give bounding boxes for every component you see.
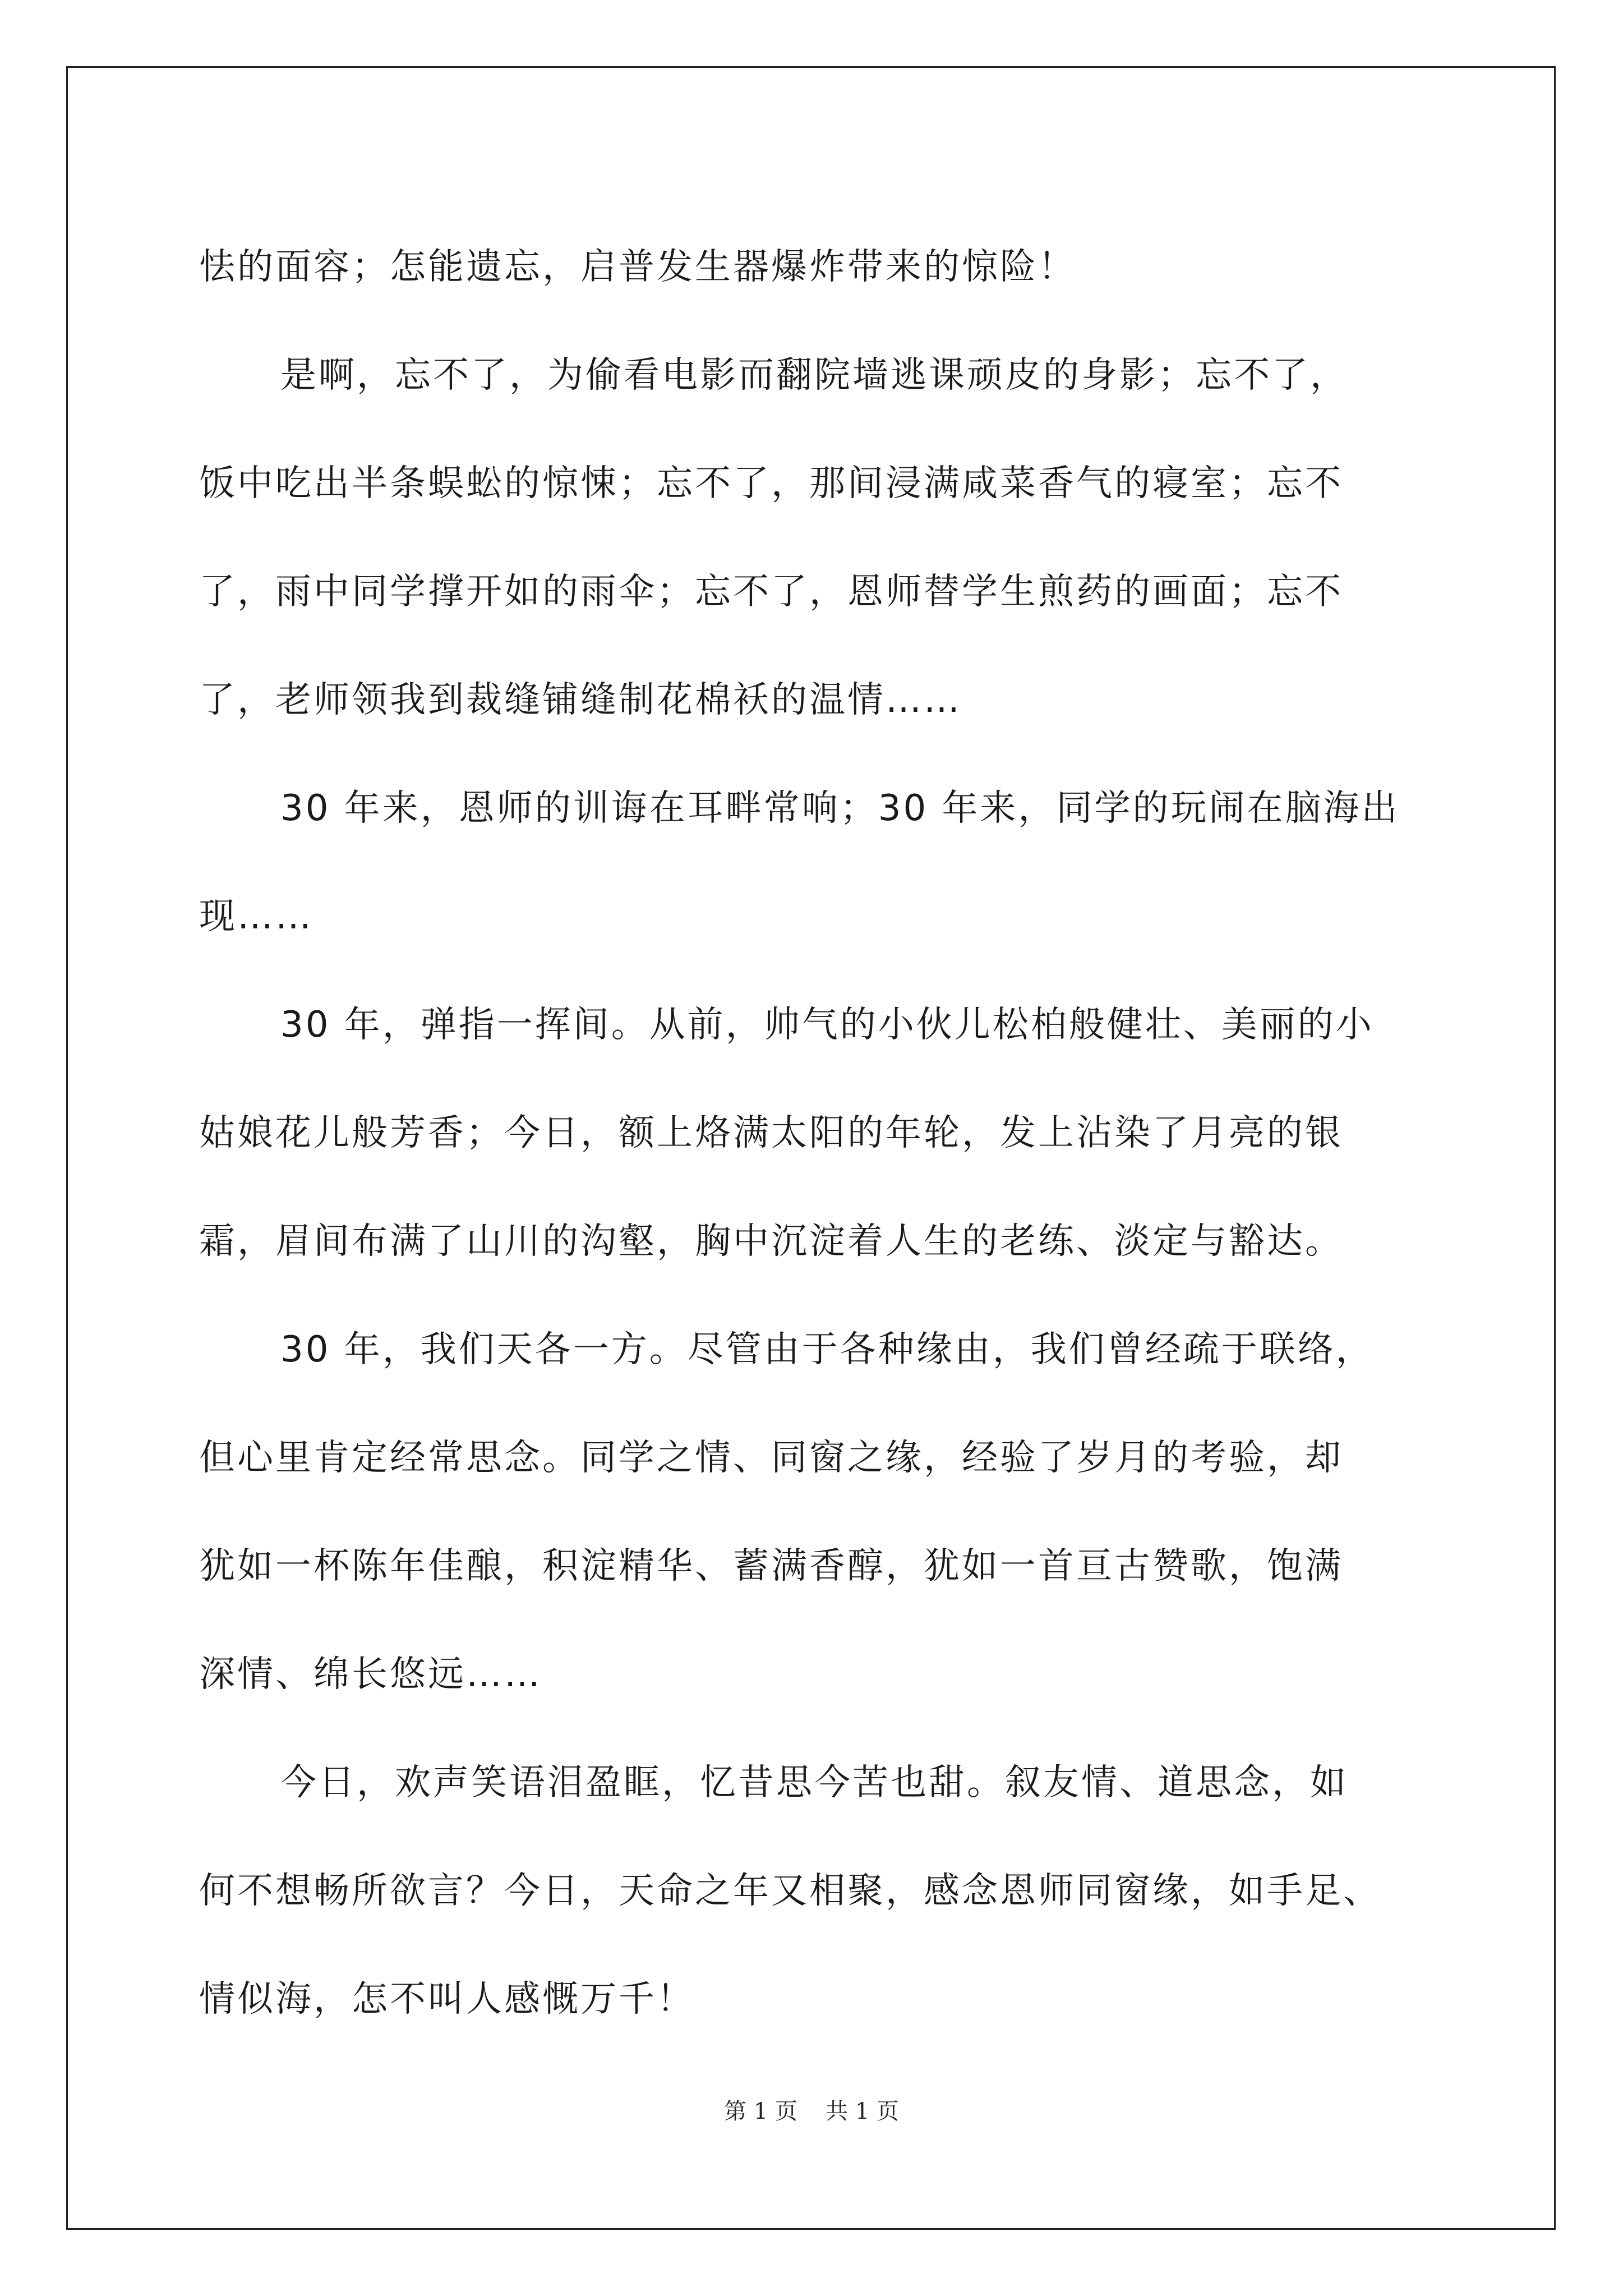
text-line-15: 今日，欢声笑语泪盈眶，忆昔思今苦也甜。叙友情、道思念，如 <box>280 1762 1348 1803</box>
text-line-12: 但心里肯定经常思念。同学之情、同窗之缘，经验了岁月的考验，却 <box>199 1437 1343 1479</box>
text-line-4: 了，雨中同学撑开如的雨伞；忘不了，恩师替学生煎药的画面；忘不 <box>199 571 1343 613</box>
text-line-1: 怯的面容；怎能遗忘，启普发生器爆炸带来的惊险！ <box>199 246 1076 288</box>
text-line-9: 姑娘花儿般芳香；今日，额上烙满太阳的年轮，发上沾染了月亮的银 <box>199 1112 1343 1154</box>
page-number-total: 共 1 页 <box>826 2099 899 2124</box>
text-line-7: 现…… <box>199 896 313 937</box>
text-line-10: 霜，眉间布满了山川的沟壑，胸中沉淀着人生的老练、淡定与豁达。 <box>199 1221 1343 1262</box>
text-line-2: 是啊，忘不了，为偷看电影而翻院墙逃课顽皮的身影；忘不了， <box>280 355 1348 396</box>
document-body <box>199 213 1433 2054</box>
page-number-current: 第 1 页 <box>724 2099 797 2124</box>
text-line-13: 犹如一杯陈年佳酿，积淀精华、蓄满香醇，犹如一首亘古赞歌，饱满 <box>199 1545 1343 1587</box>
text-line-3: 饭中吃出半条蜈蚣的惊悚；忘不了，那间浸满咸菜香气的寝室；忘不 <box>199 463 1343 504</box>
text-line-8: 30 年，弹指一挥间。从前，帅气的小伙儿松柏般健壮、美丽的小 <box>280 1004 1374 1046</box>
text-line-14: 深情、绵长悠远…… <box>199 1654 542 1695</box>
text-line-6: 30 年来，恩师的训诲在耳畔常响；30 年来，同学的玩闹在脑海出 <box>280 788 1400 829</box>
text-line-16: 何不想畅所欲言？今日，天命之年又相聚，感念恩师同窗缘，如手足、 <box>199 1870 1381 1912</box>
text-line-11: 30 年，我们天各一方。尽管由于各种缘由，我们曾经疏于联络， <box>280 1329 1374 1370</box>
text-line-17: 情似海，怎不叫人感慨万千！ <box>199 1978 695 2020</box>
text-line-5: 了，老师领我到裁缝铺缝制花棉袄的温情…… <box>199 679 962 721</box>
page-footer <box>0 2093 1623 2125</box>
